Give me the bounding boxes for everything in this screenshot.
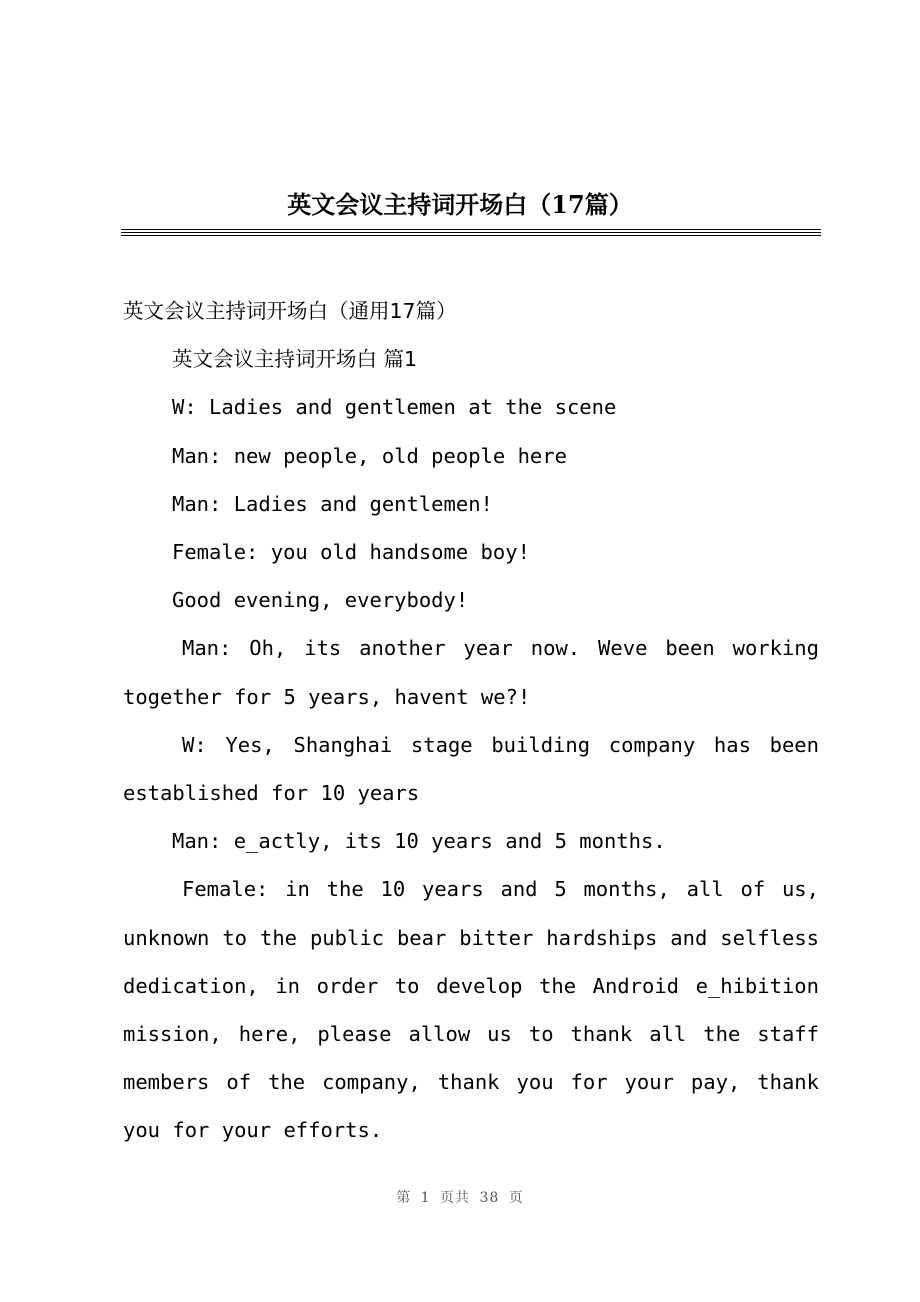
section-heading: 英文会议主持词开场白 篇1 xyxy=(172,347,418,372)
dialogue-paragraph: W: Yes, Shanghai stage building company has been established for 10 years xyxy=(123,732,819,806)
page-title: 英文会议主持词开场白（17篇） xyxy=(287,190,633,219)
dialogue-line: Female: you old handsome boy! xyxy=(172,540,530,565)
dialogue-paragraph: Female: in the 10 years and 5 months, all of us, unknown to the public bear bitter hardships and selfless dedication, in order to develop the Android e_hibition mission, here, please allow us to thank all the staff members of the company, thank you for your pay, thank you for your efforts. xyxy=(123,877,819,1143)
document-body xyxy=(123,287,819,1155)
dialogue-line: Good evening, everybody! xyxy=(172,588,469,613)
dialogue-line: Man: new people, old people here xyxy=(172,443,567,468)
title-divider-line xyxy=(121,232,821,233)
page-number-footer: 第 1 页共 38 页 xyxy=(396,1190,524,1206)
dialogue-line: Man: e_actly, its 10 years and 5 months. xyxy=(172,829,666,854)
dialogue-paragraph: Man: Oh, its another year now. Weve been working together for 5 years, havent we?! xyxy=(123,636,819,709)
title-divider-line xyxy=(121,229,821,230)
title-divider-line xyxy=(121,235,821,236)
dialogue-line: W: Ladies and gentlemen at the scene xyxy=(172,395,617,420)
dialogue-line: Man: Ladies and gentlemen! xyxy=(172,491,493,516)
document-subtitle: 英文会议主持词开场白（通用17篇） xyxy=(123,299,457,323)
